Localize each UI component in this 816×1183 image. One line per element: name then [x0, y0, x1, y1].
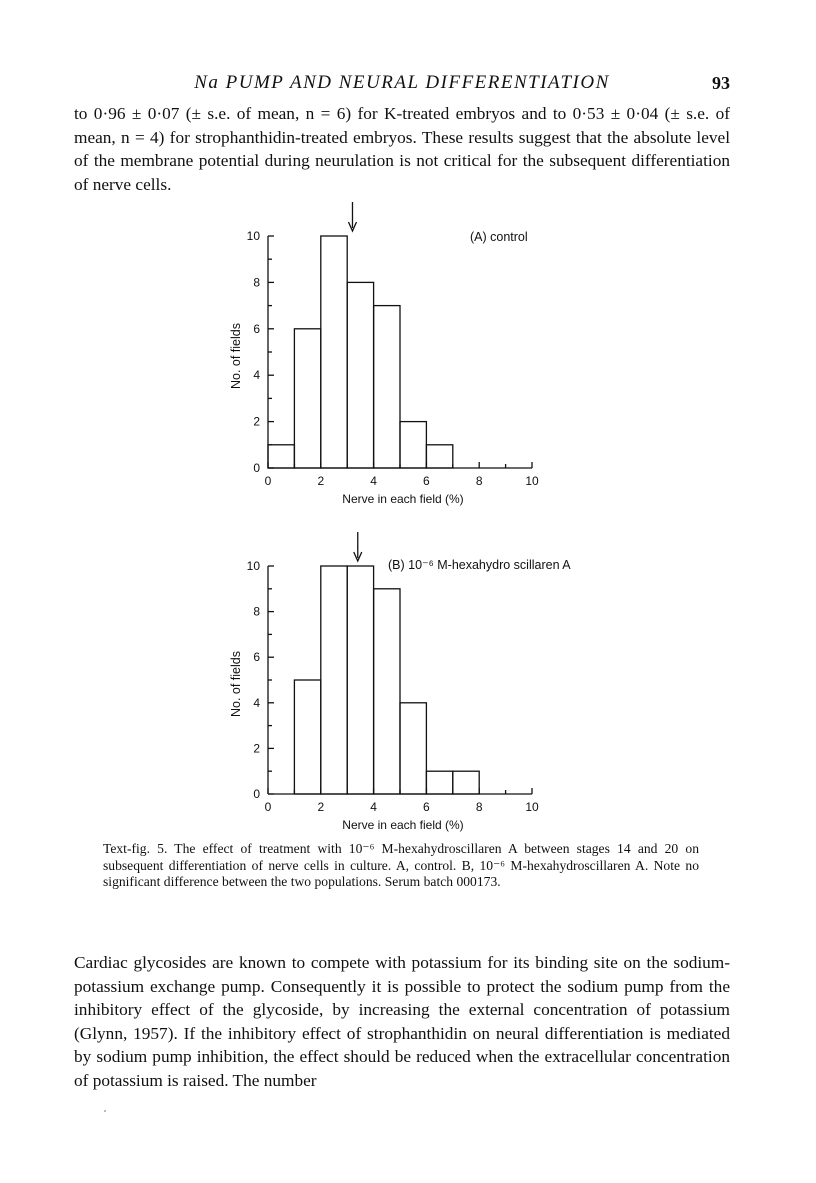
x-tick-label: 8	[475, 474, 483, 488]
y-tick-label: 4	[253, 695, 260, 710]
y-tick-label: 8	[253, 604, 260, 619]
y-tick-label: 8	[253, 275, 260, 290]
x-tick-label: 6	[423, 800, 430, 814]
y-axis-label: No. of fields	[229, 322, 243, 390]
x-tick-label: 10	[525, 474, 539, 488]
x-axis-label: Nerve in each field (%)	[342, 492, 464, 506]
histogram-bar	[321, 566, 347, 794]
y-tick-label: 6	[253, 321, 260, 336]
histogram-bar	[294, 680, 320, 794]
y-tick-label: 2	[253, 414, 260, 429]
histogram-bar	[453, 771, 479, 794]
histogram-bar	[426, 771, 452, 794]
panel-label: (B) 10⁻⁶ M-hexahydro scillaren A	[388, 558, 571, 572]
y-tick-label: 0	[253, 787, 260, 801]
x-axis-label: Nerve in each field (%)	[342, 818, 464, 832]
x-tick-label: 0	[264, 800, 272, 814]
panel-label: (A) control	[470, 230, 528, 244]
x-tick-label: 0	[264, 474, 272, 488]
x-tick-label: 8	[475, 800, 483, 814]
histogram-bar	[426, 445, 452, 468]
x-tick-label: 4	[370, 474, 377, 488]
y-tick-label: 2	[253, 741, 260, 756]
histogram-bar	[347, 282, 373, 468]
running-title: Na PUMP AND NEURAL DIFFERENTIATION	[194, 72, 610, 93]
histogram-bar	[374, 589, 400, 794]
y-tick-label: 10	[246, 559, 260, 573]
x-tick-label: 2	[317, 474, 325, 488]
y-tick-label: 4	[253, 368, 260, 383]
x-tick-label: 10	[525, 800, 539, 814]
histogram-bar	[400, 422, 426, 468]
figure-caption: Text-fig. 5. The effect of treatment with 10⁻⁶ M-hexahydroscillaren A between stages 14 and 20 on subsequent differentiation of nerve cells in culture. A, control. B, 10⁻⁶ M-hexahydroscillaren A. Note no significant difference between the two populations. Serum batch 000173.	[103, 841, 699, 890]
histogram-a	[0, 196, 816, 516]
y-axis-label: No. of fields	[229, 650, 243, 718]
paragraph-top: to 0·96 ± 0·07 (± s.e. of mean, n = 6) for K-treated embryos and to 0·53 ± 0·04 (± s.e. of mean, n = 4) for strophanthidin-treated embryos. These results suggest that the absolute level of the membrane potential during neurulation is not critical for the subsequent differentiation of nerve cells.	[74, 104, 730, 194]
histogram-bar	[374, 306, 400, 468]
histogram-bar	[268, 445, 294, 468]
histogram-bar	[321, 236, 347, 468]
page-header	[74, 72, 730, 100]
paragraph-bottom: Cardiac glycosides are known to compete with potassium for its binding site on the sodium-potassium exchange pump. Consequently it is possible to protect the sodium pump from the inhibitory effect of the glycoside, by increasing the external concentration of potassium (Glynn, 1957). If the inhibitory effect of strophanthidin on neural differentiation is mediated by sodium pump inhibition, the effect should be reduced when the extracellular concentration of potassium is raised. The number	[74, 953, 730, 1090]
page-number: 93	[712, 73, 730, 93]
x-tick-label: 4	[370, 800, 377, 814]
histogram-bar	[400, 703, 426, 794]
x-tick-label: 6	[423, 474, 430, 488]
x-tick-label: 2	[317, 800, 325, 814]
histogram-bar	[347, 566, 373, 794]
y-tick-label: 0	[253, 461, 260, 475]
histogram-bar	[294, 329, 320, 468]
histogram-b	[0, 530, 816, 840]
y-tick-label: 6	[253, 650, 260, 665]
y-tick-label: 10	[246, 229, 260, 243]
page-speck	[104, 1110, 106, 1112]
